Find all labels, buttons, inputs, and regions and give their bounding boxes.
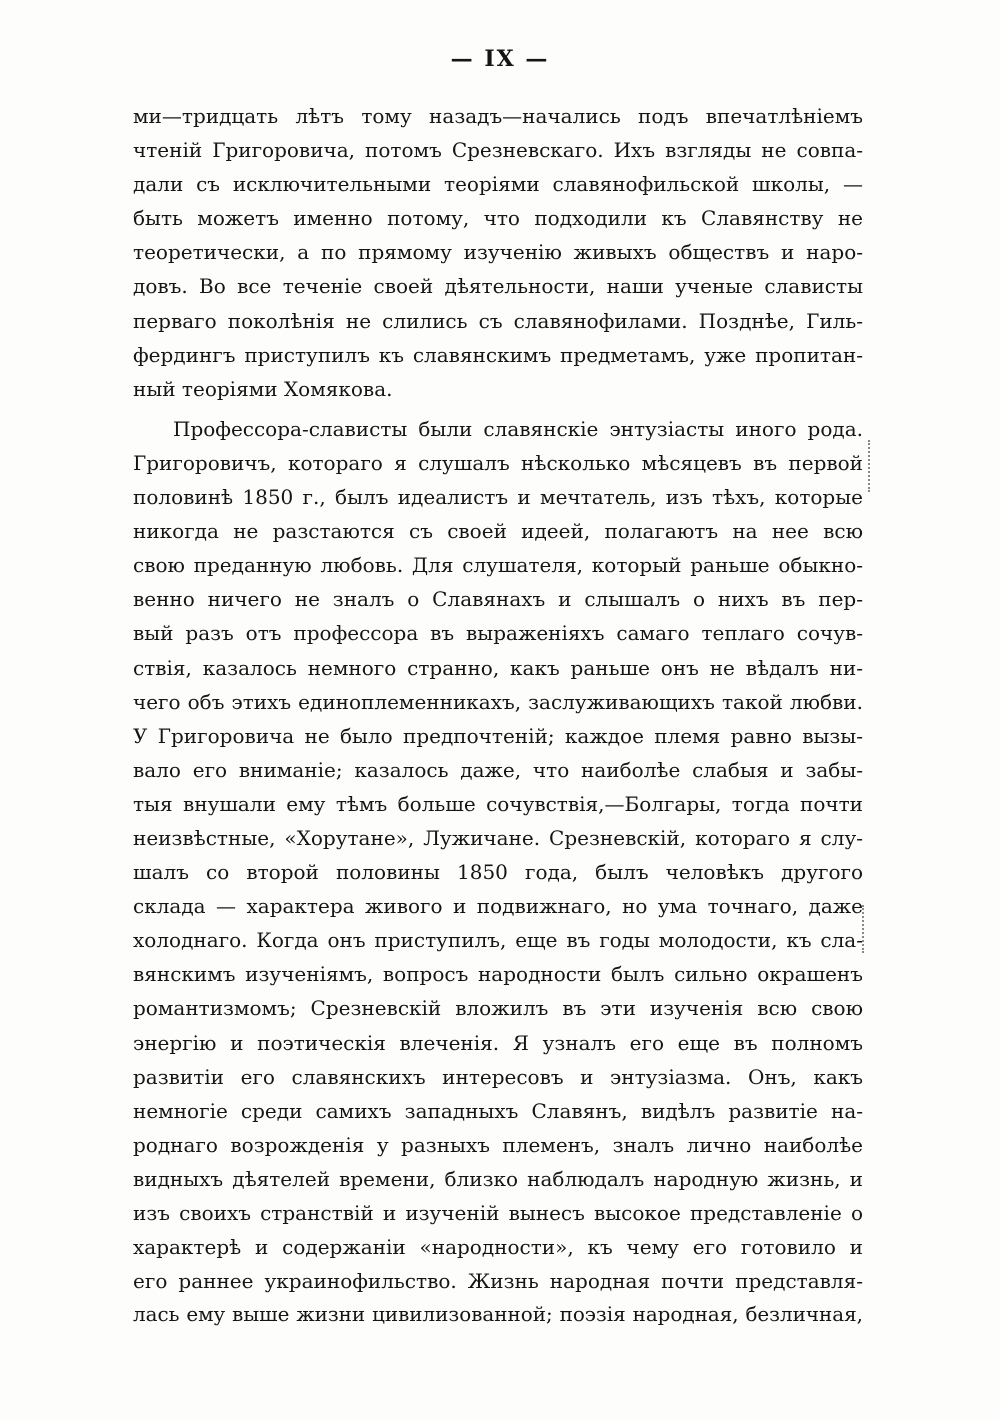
text-line: лась ему выше жизни цивилизованной; поэзія народная, безличная,: [133, 1303, 863, 1327]
text-line: никогда не разстаются съ своей идеей, полагаютъ на нее всю: [133, 519, 863, 544]
paragraph: [133, 412, 863, 1333]
text-line: теоретически, а по прямому изученію живыхъ обществъ и наро-: [133, 240, 863, 265]
text-line: быть можетъ именно потому, что подходили къ Славянству не: [133, 206, 863, 231]
text-line: ствія, казалось немного странно, какъ раньше онъ не вѣдалъ ни-: [133, 655, 863, 680]
text-line: Профессора-слависты были славянскіе энтузіасты иного рода.: [173, 416, 863, 441]
text-line: вало его вниманіе; казалось даже, что наиболѣе слабыя и забы-: [133, 757, 863, 782]
text-line: свою преданную любовь. Для слушателя, который раньше обыкно-: [133, 553, 863, 578]
text-line: венно ничего не зналъ о Славянахъ и слышалъ о нихъ въ пер-: [133, 587, 863, 612]
text-line: ми—тридцать лѣтъ тому назадъ—начались подъ впечатлѣніемъ: [133, 104, 863, 128]
text-line: романтизмомъ; Срезневскій вложилъ въ эти изученія всю свою: [133, 996, 863, 1021]
text-line: вый разъ отъ профессора въ выраженіяхъ самаго теплаго сочув-: [133, 621, 863, 646]
text-line: холоднаго. Когда онъ приступилъ, еще въ годы молодости, къ сла-: [133, 928, 863, 953]
text-line: довъ. Во все теченіе своей дѣятельности, наши ученые слависты: [133, 274, 863, 299]
text-line: половинѣ 1850 г., былъ идеалистъ и мечтатель, изъ тѣхъ, которые: [133, 485, 863, 510]
text-line: склада — характера живого и подвижнаго, но ума точнаго, даже: [133, 894, 863, 919]
text-line: перваго поколѣнія не слились съ славянофилами. Позднѣе, Гиль-: [133, 308, 863, 333]
text-line: ный теоріями Хомякова.: [133, 376, 393, 401]
text-line: энергію и поэтическія влеченія. Я узналъ его еще въ полномъ: [133, 1030, 863, 1055]
text-line: немногіе среди самихъ западныхъ Славянъ, видѣлъ развитіе на-: [133, 1098, 863, 1123]
text-line: вянскимъ изученіямъ, вопросъ народности былъ сильно окрашенъ: [133, 962, 863, 987]
text-line: роднаго возрожденія у разныхъ племенъ, зналъ лично наиболѣе: [133, 1132, 863, 1157]
text-line: У Григоровича не было предпочтеній; каждое племя равно вызы-: [133, 723, 863, 748]
text-line: его раннее украинофильство. Жизнь народная почти представля-: [133, 1269, 863, 1294]
text-line: дали съ исключительными теоріями славянофильской школы, —: [133, 172, 863, 197]
scan-mark: [862, 905, 866, 953]
text-line: шалъ со второй половины 1850 года, былъ человѣкъ другого: [133, 860, 863, 885]
text-line: неизвѣстные, «Хорутане», Лужичане. Срезневскій, котораго я слу-: [133, 825, 863, 850]
scan-mark: [868, 440, 872, 492]
text-line: Григоровичъ, котораго я слушалъ нѣсколько мѣсяцевъ въ первой: [133, 450, 863, 475]
page-text: [133, 99, 863, 1332]
text-line: чего объ этихъ единоплеменникахъ, заслуживающихъ такой любви.: [133, 689, 863, 714]
text-line: изъ своихъ странствій и изученій вынесъ высокое представленіе о: [133, 1201, 863, 1225]
text-line: характерѣ и содержаніи «народности», къ чему его готовило и: [133, 1235, 863, 1260]
text-line: видныхъ дѣятелей времени, близко наблюдалъ народную жизнь, и: [133, 1166, 863, 1191]
text-line: тыя внушали ему тѣмъ больше сочувствія,—Болгары, тогда почти: [133, 791, 863, 816]
paragraph: [133, 99, 863, 406]
text-line: фердингъ приступилъ къ славянскимъ предметамъ, уже пропитан-: [133, 342, 863, 367]
text-line: развитіи его славянскихъ интересовъ и энтузіазма. Онъ, какъ: [133, 1064, 863, 1089]
page-number: — IX —: [450, 46, 550, 72]
text-line: чтеній Григоровича, потомъ Срезневскаго. Ихъ взгляды не совпа-: [133, 138, 863, 163]
